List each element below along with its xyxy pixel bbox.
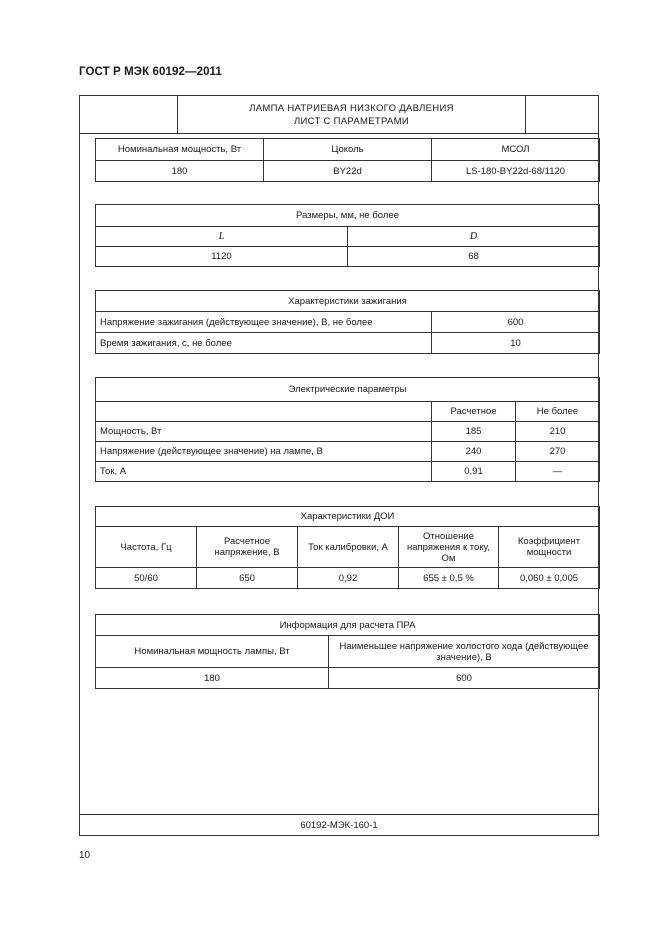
current-rated: 0,91 (432, 462, 516, 482)
header-diameter: D (348, 227, 600, 247)
value-ilcos: LS-180-BY22d-68/1120 (432, 161, 600, 182)
table-header-row (96, 636, 600, 668)
ignition-table (95, 290, 600, 354)
sheet-title-line-2: ЛИСТ С ПАРАМЕТРАМИ (294, 116, 409, 127)
current-max: — (516, 462, 600, 482)
value-rated-power: 180 (96, 161, 264, 182)
header-calibration-current-text: Ток калибровки, А (308, 541, 388, 553)
header-rated-voltage (197, 527, 298, 568)
empty-cell (96, 402, 432, 422)
sheet-title-row (80, 96, 598, 134)
header-voltage-current-ratio (399, 527, 499, 568)
value-frequency: 50/60 (96, 568, 197, 589)
header-power-factor (499, 527, 600, 568)
value-rated-voltage: 650 (197, 568, 298, 589)
basic-data-table (95, 138, 600, 182)
value-cap: BY22d (264, 161, 432, 182)
table-row (96, 333, 600, 354)
table-row (96, 161, 600, 182)
value-power-factor: 0,060 ± 0,005 (499, 568, 600, 589)
table-title-row (96, 378, 600, 402)
table-header-row (96, 527, 600, 568)
header-rated-voltage-line-1: Расчетное (223, 536, 271, 547)
electrical-table (95, 377, 600, 482)
table-header-row (96, 139, 600, 161)
header-open-circuit-voltage (329, 636, 600, 668)
table-row (96, 568, 600, 589)
doi-title: Характеристики ДОИ (96, 507, 600, 527)
sheet-title-line-1: ЛАМПА НАТРИЕВАЯ НИЗКОГО ДАВЛЕНИЯ (249, 103, 454, 114)
header-ratio-line-2: напряжения к току, (407, 541, 490, 553)
header-frequency-text: Частота, Гц (120, 541, 172, 553)
power-max: 210 (516, 422, 600, 442)
table-row (96, 462, 600, 482)
header-power-factor-line-1: Коэффициент (517, 536, 581, 547)
dimensions-title: Размеры, мм, не более (96, 205, 600, 227)
table-title-row (96, 205, 600, 227)
value-lamp-power: 180 (96, 668, 329, 689)
header-calibration-current (298, 527, 399, 568)
sheet-footer-row (80, 814, 598, 836)
table-header-row (96, 402, 600, 422)
header-max: Не более (516, 402, 600, 422)
header-cap: Цоколь (264, 139, 432, 161)
header-ilcos: МСОЛ (432, 139, 600, 161)
table-row (96, 422, 600, 442)
voltage-label: Напряжение (действующее значение) на лампе, В (96, 442, 432, 462)
header-rated-voltage-line-2: напряжение, В (214, 547, 280, 558)
dimensions-table (95, 204, 600, 267)
header-ratio-line-3: Ом (441, 552, 456, 564)
table-title-row (96, 507, 600, 527)
value-diameter: 68 (348, 247, 600, 267)
table-header-row (96, 227, 600, 247)
sheet-code: 60192-МЭК-160-1 (300, 820, 378, 831)
table-row (96, 312, 600, 333)
page-number: 10 (79, 850, 91, 861)
power-rated: 185 (432, 422, 516, 442)
value-length: 1120 (96, 247, 348, 267)
header-ratio-line-1: Отношение (422, 530, 474, 542)
electrical-title: Электрические параметры (96, 378, 600, 402)
ignition-time-value: 10 (432, 333, 600, 354)
value-ratio: 655 ± 0,5 % (399, 568, 499, 589)
header-frequency (96, 527, 197, 568)
header-rated-power: Номинальная мощность, Вт (96, 139, 264, 161)
header-power-factor-line-2: мощности (526, 547, 572, 558)
header-length: L (96, 227, 348, 247)
ignition-title: Характеристики зажигания (96, 291, 600, 312)
value-calibration-current: 0,92 (298, 568, 399, 589)
doi-table (95, 506, 600, 589)
table-title-row (96, 291, 600, 312)
power-label: Мощность, Вт (96, 422, 432, 442)
value-open-circuit-voltage: 600 (329, 668, 600, 689)
sheet-title (178, 102, 525, 128)
voltage-max: 270 (516, 442, 600, 462)
header-ocv-line-1: Наименьшее напряжение холостого хода (действующее (339, 640, 589, 652)
table-title-row (96, 615, 600, 636)
table-row (96, 442, 600, 462)
title-left-cell (80, 96, 178, 133)
header-lamp-power: Номинальная мощность лампы, Вт (96, 636, 329, 668)
table-row (96, 247, 600, 267)
table-row (96, 668, 600, 689)
document-header: ГОСТ Р МЭК 60192—2011 (79, 66, 222, 78)
voltage-rated: 240 (432, 442, 516, 462)
current-label: Ток, А (96, 462, 432, 482)
ignition-voltage-value: 600 (432, 312, 600, 333)
header-rated: Расчетное (432, 402, 516, 422)
ballast-title: Информация для расчета ПРА (96, 615, 600, 636)
header-ocv-line-2: значение), В (436, 651, 492, 663)
title-right-cell (525, 96, 599, 133)
ignition-voltage-label: Напряжение зажигания (действующее значение), В, не более (96, 312, 432, 333)
ballast-table (95, 614, 600, 689)
ignition-time-label: Время зажигания, с, не более (96, 333, 432, 354)
